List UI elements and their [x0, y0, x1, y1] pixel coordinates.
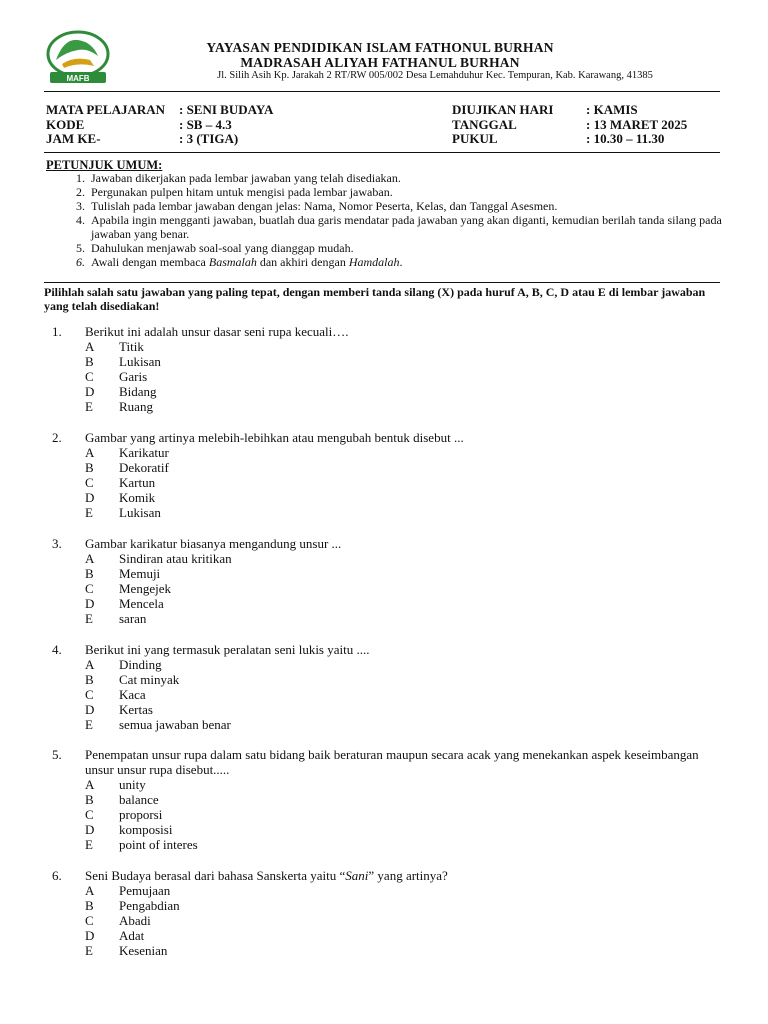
answer-instruction: Pilihlah salah satu jawaban yang paling tepat, dengan memberi tanda silang (X) pada huruf A, B, C, D atau E di lembar jawaban yang telah disediakan!	[44, 285, 706, 313]
option-letter: C	[85, 687, 94, 703]
rule-number: 6.	[76, 255, 85, 269]
school-address: Jl. Silih Asih Kp. Jarakah 2 RT/RW 005/002 Desa Lemahduhur Kec. Tempuran, Kab. Karawang, 41385	[217, 70, 653, 81]
option-text: point of interes	[119, 837, 198, 853]
answer-option[interactable]	[48, 596, 728, 611]
question-number: 2.	[52, 430, 62, 445]
option-text: Adat	[119, 928, 145, 944]
option-text: semua jawaban benar	[119, 717, 231, 733]
option-letter: E	[85, 611, 93, 627]
svg-text:MAFB: MAFB	[66, 74, 90, 83]
question-2	[48, 430, 728, 520]
rule-text: Jawaban dikerjakan pada lembar jawaban yang telah disediakan.	[91, 171, 401, 185]
rule-number: 2.	[76, 185, 85, 199]
option-letter: C	[85, 581, 94, 597]
answer-option[interactable]	[48, 913, 728, 928]
rules-title: PETUNJUK UMUM:	[46, 158, 163, 172]
option-text: Bidang	[119, 384, 157, 400]
question-text: Gambar karikatur biasanya mengandung unsur ...	[85, 536, 342, 551]
answer-option[interactable]	[48, 928, 728, 943]
answer-option[interactable]	[48, 807, 728, 822]
option-letter: B	[85, 672, 94, 688]
rule-text: Pergunakan pulpen hitam untuk mengisi pada lembar jawaban.	[91, 185, 393, 199]
rule-item	[60, 171, 725, 185]
answer-option[interactable]	[48, 490, 728, 505]
answer-option[interactable]	[48, 687, 728, 702]
option-letter: C	[85, 913, 94, 929]
option-letter: C	[85, 475, 94, 491]
option-letter: B	[85, 898, 94, 914]
rule-number: 1.	[76, 171, 85, 185]
option-text: Mencela	[119, 596, 164, 612]
foundation-name: YAYASAN PENDIDIKAN ISLAM FATHONUL BURHAN	[206, 40, 554, 55]
option-text: Dinding	[119, 657, 162, 672]
option-text: proporsi	[119, 807, 163, 823]
option-letter: E	[85, 399, 93, 415]
rule-text: Awali dengan membaca Basmalah dan akhiri dengan Hamdalah.	[91, 255, 403, 269]
subject-value: : SENI BUDAYA	[179, 102, 274, 117]
option-letter: D	[85, 822, 95, 838]
option-text: Lukisan	[119, 354, 161, 370]
exam-info-left	[46, 103, 273, 147]
question-5	[48, 747, 728, 852]
rule-item	[60, 199, 725, 213]
option-text: Komik	[119, 490, 156, 506]
answer-option[interactable]	[48, 943, 728, 958]
option-text: Titik	[119, 339, 144, 354]
option-letter: A	[85, 883, 95, 898]
option-text: saran	[119, 611, 147, 627]
rules-list	[60, 171, 725, 269]
option-text: Pemujaan	[119, 883, 171, 898]
answer-option[interactable]	[48, 717, 728, 732]
option-letter: A	[85, 657, 95, 672]
answer-option[interactable]	[48, 657, 728, 672]
period-value: : 3 (TIGA)	[179, 131, 239, 146]
time-value: : 10.30 – 11.30	[586, 131, 665, 146]
question-text: Berikut ini yang termasuk peralatan seni lukis yaitu ....	[85, 642, 370, 657]
option-text: komposisi	[119, 822, 173, 838]
rule-item	[60, 213, 725, 241]
info-divider	[44, 152, 720, 153]
rule-item	[60, 241, 725, 255]
rule-number: 4.	[76, 213, 85, 227]
answer-option[interactable]	[48, 369, 728, 384]
answer-option[interactable]	[48, 445, 728, 460]
day-value: : KAMIS	[586, 102, 638, 117]
rules-divider	[44, 282, 720, 283]
answer-option[interactable]	[48, 611, 728, 626]
rule-item	[60, 185, 725, 199]
answer-option[interactable]	[48, 837, 728, 852]
option-text: Abadi	[119, 913, 151, 929]
school-logo-icon	[44, 30, 112, 86]
answer-option[interactable]	[48, 898, 728, 913]
option-letter: A	[85, 777, 95, 792]
option-text: Garis	[119, 369, 148, 385]
option-letter: B	[85, 792, 94, 808]
school-name: MADRASAH ALIYAH FATHANUL BURHAN	[240, 55, 520, 70]
option-letter: D	[85, 928, 95, 944]
answer-option[interactable]	[48, 883, 728, 898]
option-letter: D	[85, 596, 95, 612]
answer-option[interactable]	[48, 822, 728, 837]
option-text: Ruang	[119, 399, 153, 415]
answer-option[interactable]	[48, 777, 728, 792]
rule-number: 5.	[76, 241, 85, 255]
day-label: DIUJIKAN HARI	[452, 102, 554, 117]
option-text: unity	[119, 777, 146, 792]
option-letter: D	[85, 384, 95, 400]
exam-info-right	[452, 103, 687, 147]
question-text: Seni Budaya berasal dari bahasa Sanskerta yaitu “Sani” yang artinya?	[85, 868, 448, 883]
option-text: balance	[119, 792, 159, 808]
subject-label: MATA PELAJARAN	[46, 102, 166, 117]
question-3	[48, 536, 728, 626]
option-text: Dekoratif	[119, 460, 169, 476]
option-letter: C	[85, 369, 94, 385]
option-text: Mengejek	[119, 581, 171, 597]
option-letter: D	[85, 490, 95, 506]
code-label: KODE	[46, 116, 85, 132]
answer-option[interactable]	[48, 566, 728, 581]
question-number: 4.	[52, 642, 62, 657]
option-text: Kartun	[119, 475, 156, 491]
option-letter: B	[85, 354, 94, 370]
question-text: Gambar yang artinya melebih-lebihkan atau mengubah bentuk disebut ...	[85, 430, 464, 445]
option-text: Lukisan	[119, 505, 161, 521]
rule-text: Tulislah pada lembar jawaban dengan jelas: Nama, Nomor Peserta, Kelas, dan Tanggal Asesmen.	[91, 199, 558, 213]
answer-option[interactable]	[48, 354, 728, 369]
option-text: Cat minyak	[119, 672, 180, 688]
date-value: : 13 MARET 2025	[586, 116, 688, 132]
question-4	[48, 642, 728, 732]
rule-number: 3.	[76, 199, 85, 213]
time-label: PUKUL	[452, 131, 498, 146]
date-label: TANGGAL	[452, 116, 517, 132]
answer-option[interactable]	[48, 475, 728, 490]
rule-text: Apabila ingin mengganti jawaban, buatlah dua garis mendatar pada jawaban yang akan diganti, kemudian berilah tanda silang pada jawaban yang benar.	[91, 213, 722, 241]
answer-option[interactable]	[48, 339, 728, 354]
answer-option[interactable]	[48, 460, 728, 475]
option-text: Sindiran atau kritikan	[119, 551, 232, 566]
option-text: Karikatur	[119, 445, 169, 460]
question-number: 3.	[52, 536, 62, 551]
option-letter: E	[85, 837, 93, 853]
option-text: Kertas	[119, 702, 153, 718]
answer-option[interactable]	[48, 792, 728, 807]
answer-option[interactable]	[48, 672, 728, 687]
question-number: 6.	[52, 868, 62, 883]
rule-text: Dahulukan menjawab soal-soal yang dianggap mudah.	[91, 241, 354, 255]
rule-item	[60, 255, 725, 269]
code-value: : SB – 4.3	[179, 116, 232, 132]
option-text: Kesenian	[119, 943, 168, 959]
option-letter: B	[85, 460, 94, 476]
answer-option[interactable]	[48, 581, 728, 596]
question-text: Penempatan unsur rupa dalam satu bidang baik beraturan maupun secara acak yang menekankan aspek keseimbangan unsur unsur rupa disebut.....	[85, 747, 699, 777]
question-number: 5.	[52, 747, 62, 762]
answer-option[interactable]	[48, 551, 728, 566]
option-letter: B	[85, 566, 94, 582]
option-letter: A	[85, 551, 95, 566]
option-letter: E	[85, 943, 93, 959]
option-text: Pengabdian	[119, 898, 180, 914]
question-number: 1.	[52, 324, 62, 339]
option-letter: A	[85, 445, 95, 460]
answer-option[interactable]	[48, 399, 728, 414]
question-text: Berikut ini adalah unsur dasar seni rupa kecuali….	[85, 324, 349, 339]
option-text: Memuji	[119, 566, 161, 582]
answer-option[interactable]	[48, 702, 728, 717]
document-header	[0, 0, 768, 95]
option-letter: E	[85, 505, 93, 521]
answer-option[interactable]	[48, 505, 728, 520]
option-letter: D	[85, 702, 95, 718]
period-label: JAM KE-	[46, 131, 101, 146]
header-divider	[44, 91, 720, 92]
question-6	[48, 868, 728, 958]
option-letter: E	[85, 717, 93, 733]
question-1	[48, 324, 728, 414]
answer-option[interactable]	[48, 384, 728, 399]
option-letter: C	[85, 807, 94, 823]
option-text: Kaca	[119, 687, 146, 703]
option-letter: A	[85, 339, 95, 354]
